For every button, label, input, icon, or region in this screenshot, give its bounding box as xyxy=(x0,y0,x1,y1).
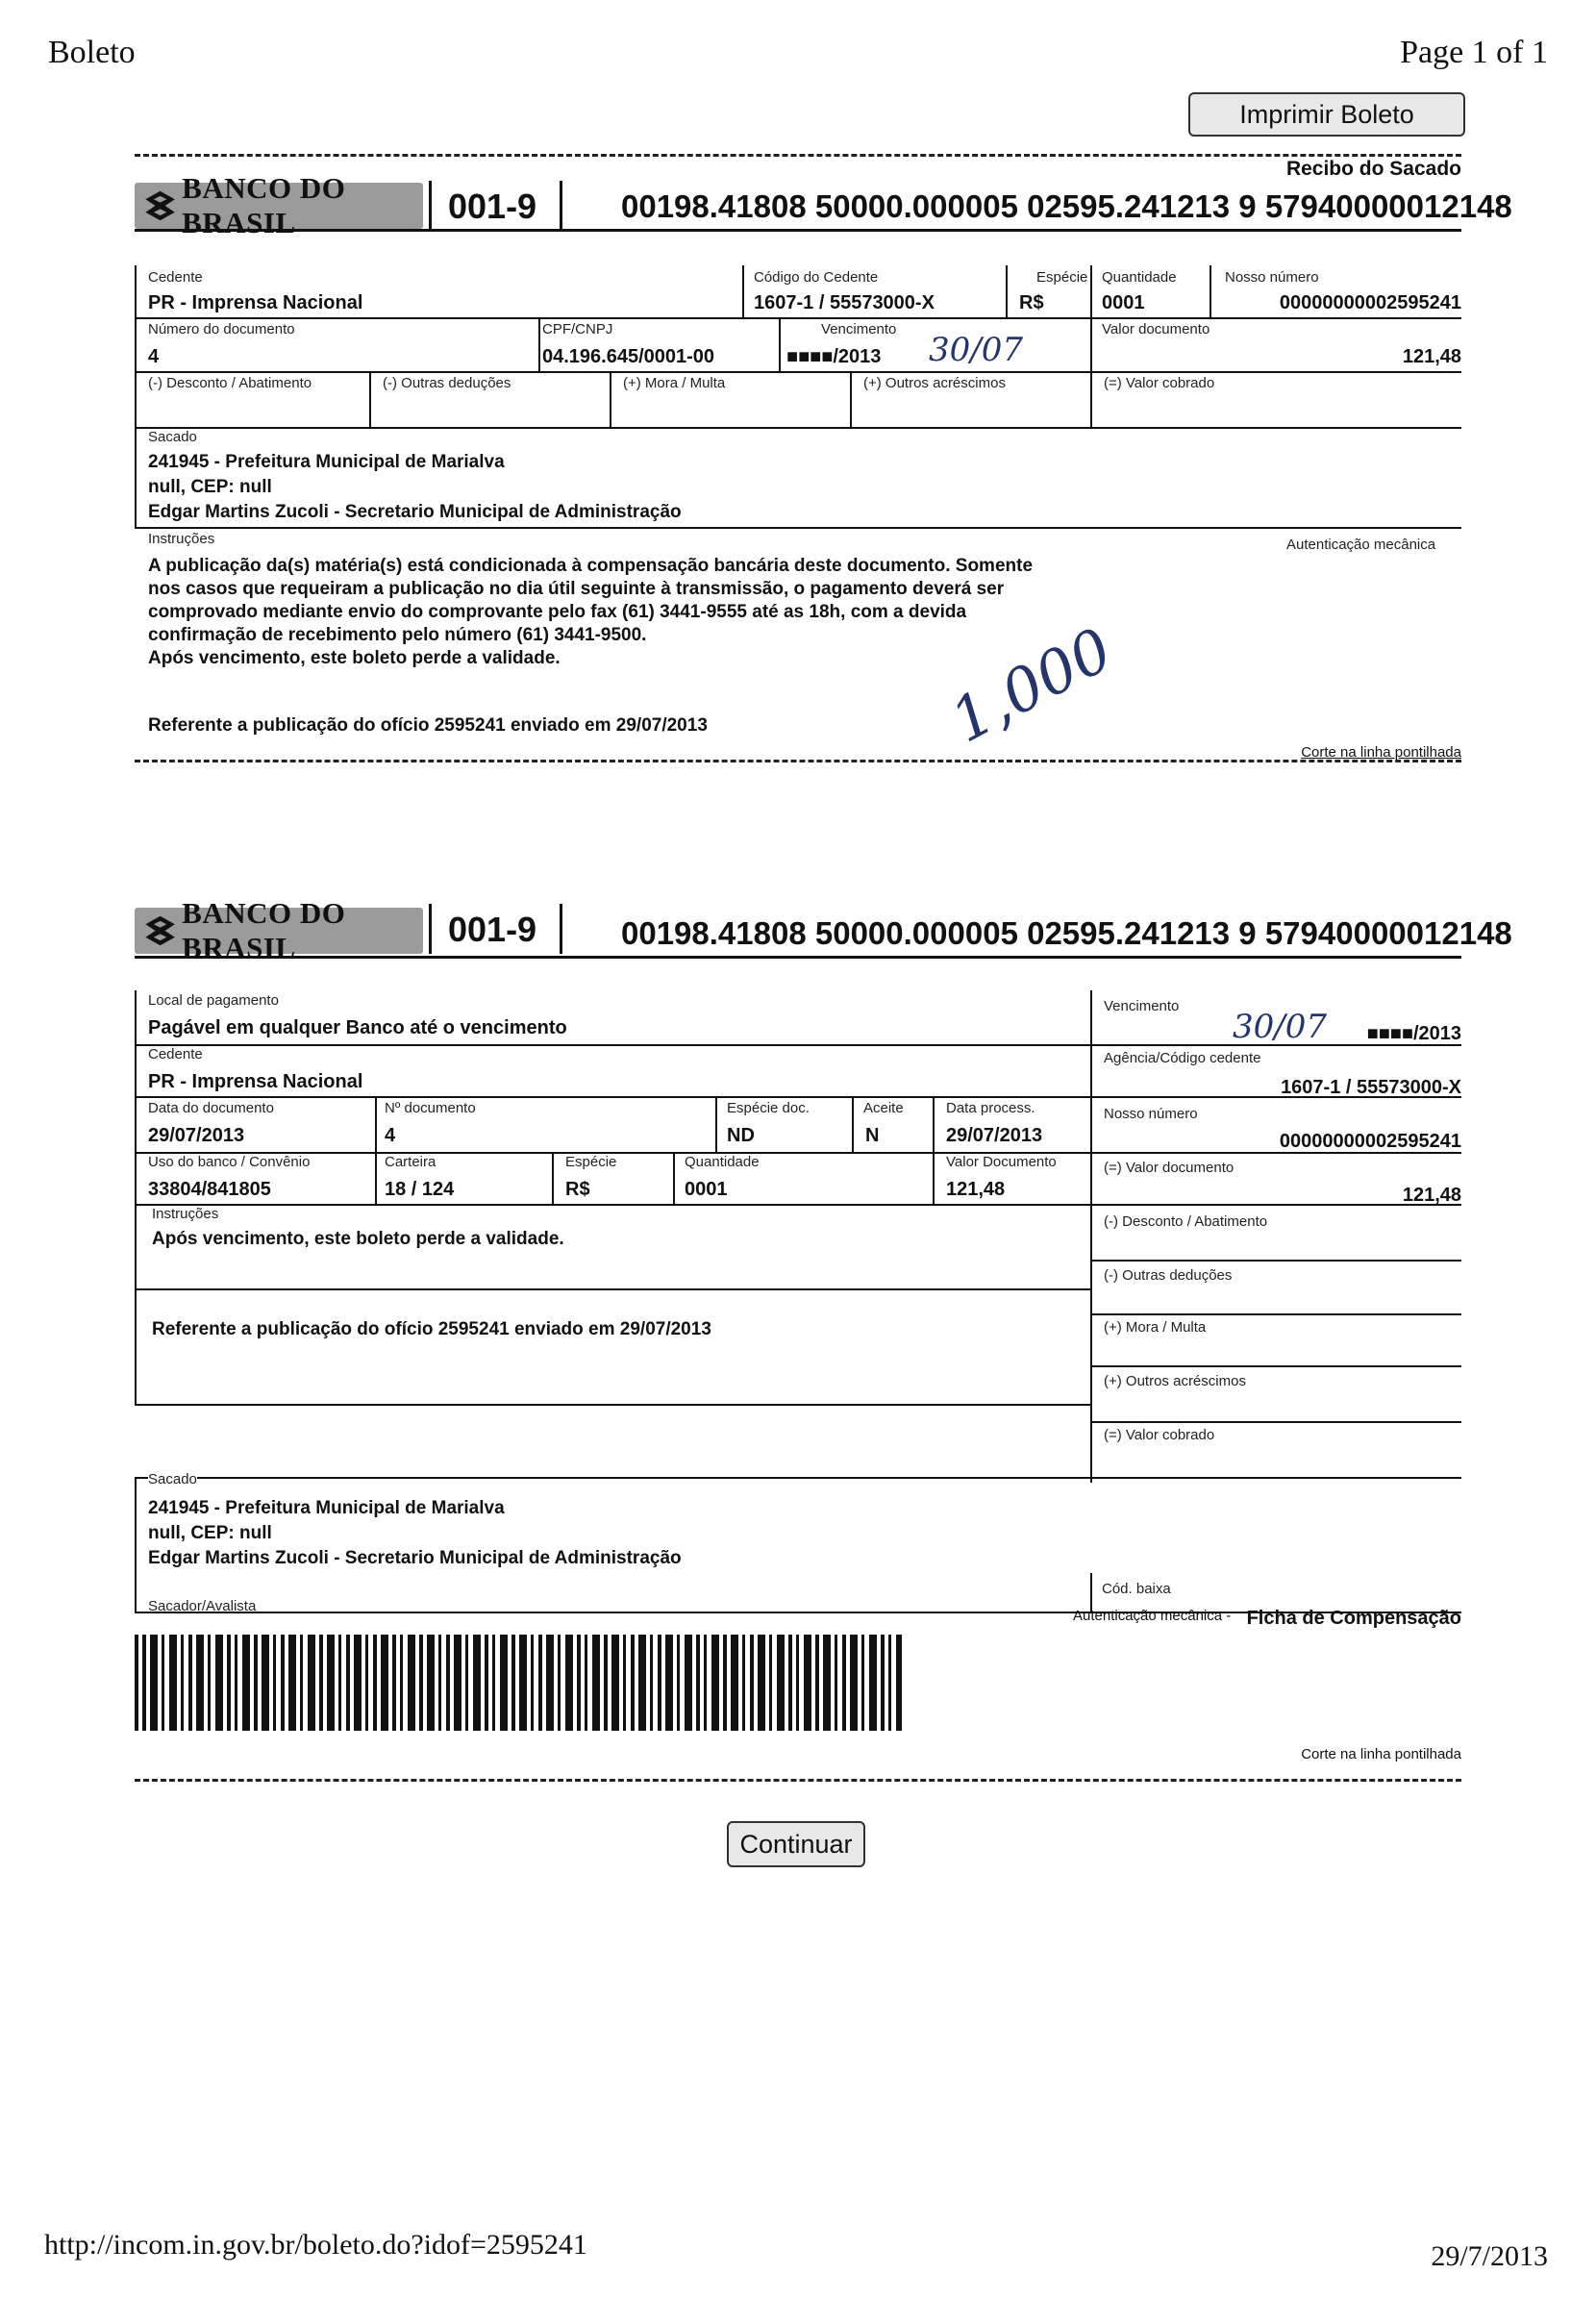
grid-line xyxy=(135,427,1461,429)
nosso-numero-value: 00000000002595241 xyxy=(1279,292,1461,313)
rule xyxy=(135,229,1461,232)
autenticacao-label: Autenticação mecânica - xyxy=(1073,1608,1232,1624)
cedente-label: Cedente xyxy=(148,269,203,286)
valor-cobrado-label: (=) Valor cobrado xyxy=(1104,1427,1215,1443)
corte-label: Corte na linha pontilhada xyxy=(1301,744,1461,761)
grid-line xyxy=(1006,265,1008,317)
especie-label: Espécie xyxy=(1036,269,1088,286)
outras-deducoes-label: (-) Outras deduções xyxy=(1104,1267,1233,1284)
valor-doc-right-label: (=) Valor documento xyxy=(1104,1160,1234,1176)
instrucao-line: comprovado mediante envio do comprovante pelo fax (61) 3441-9555 até as 18h, com a devida xyxy=(148,602,967,622)
sacado-line: 241945 - Prefeitura Municipal de Marialva xyxy=(148,452,505,472)
data-doc-label: Data do documento xyxy=(148,1100,274,1116)
numero-doc-label: Número do documento xyxy=(148,321,295,337)
vencimento-value: ■■■■/2013 xyxy=(786,346,882,367)
valor-doc-value: 121,48 xyxy=(1402,346,1461,367)
separator xyxy=(429,904,432,954)
bank-code: 001-9 xyxy=(448,910,537,949)
codigo-cedente-label: Código do Cedente xyxy=(754,269,879,286)
quantidade-label: Quantidade xyxy=(685,1154,760,1170)
outros-acrescimos-label: (+) Outros acréscimos xyxy=(1104,1373,1246,1389)
grid-line xyxy=(135,427,137,529)
data-process-value: 29/07/2013 xyxy=(946,1125,1043,1146)
grid-line xyxy=(933,1096,935,1204)
grid-line xyxy=(850,371,852,427)
grid-line xyxy=(375,1096,377,1204)
barcode xyxy=(135,1635,904,1731)
numero-doc-value: 4 xyxy=(148,346,160,367)
separator xyxy=(560,181,562,231)
quantidade-value: 0001 xyxy=(1102,292,1145,313)
especie-value: R$ xyxy=(1019,292,1044,313)
valor-doc-label: Valor Documento xyxy=(946,1154,1057,1170)
num-doc-label: Nº documento xyxy=(385,1100,476,1116)
data-doc-value: 29/07/2013 xyxy=(148,1125,245,1146)
mora-label: (+) Mora / Multa xyxy=(1104,1319,1207,1336)
rule xyxy=(135,956,1461,959)
desconto-label: (-) Desconto / Abatimento xyxy=(1104,1213,1268,1230)
especie-label: Espécie xyxy=(565,1154,617,1170)
instrucao-line: A publicação da(s) matéria(s) está condicionada à compensação bancária deste documento. Somente xyxy=(148,556,1034,576)
vencimento-value: ■■■■/2013 xyxy=(1366,1023,1461,1044)
instrucao-line: Após vencimento, este boleto perde a validade. xyxy=(152,1229,564,1249)
outras-deducoes-label: (-) Outras deduções xyxy=(383,375,511,391)
valor-doc-label: Valor documento xyxy=(1102,321,1210,337)
instrucoes-label: Instruções xyxy=(148,531,215,547)
referente-line: Referente a publicação do ofício 2595241 enviado em 29/07/2013 xyxy=(152,1319,711,1339)
cut-line-receipt xyxy=(135,760,1461,762)
ficha-title: Ficha de Compensação xyxy=(1246,1608,1461,1629)
continue-label: Continuar xyxy=(739,1829,853,1859)
grid-line xyxy=(779,317,781,371)
bank-name: BANCO DO BRASIL xyxy=(182,896,346,964)
print-boleto-button[interactable] xyxy=(1188,92,1465,137)
handwritten-date-bottom: 30/07 xyxy=(1233,1008,1327,1046)
especie-doc-value: ND xyxy=(727,1125,755,1146)
data-process-label: Data process. xyxy=(946,1100,1035,1116)
bank-logo xyxy=(135,171,423,239)
vencimento-label: Vencimento xyxy=(821,321,897,337)
cut-line-bottom xyxy=(135,1779,1461,1782)
separator xyxy=(429,181,432,231)
instrucao-line: confirmação de recebimento pelo número (61) 3441-9500. xyxy=(148,625,647,645)
sacado-line: 241945 - Prefeitura Municipal de Marialva xyxy=(148,1498,505,1518)
local-label: Local de pagamento xyxy=(148,992,279,1009)
digitable-line: 00198.41808 50000.000005 02595.241213 9 57940000012148 xyxy=(621,188,1512,224)
grid-line xyxy=(552,1152,554,1204)
grid-line xyxy=(135,1477,137,1612)
quantidade-label: Quantidade xyxy=(1102,269,1177,286)
grid-line xyxy=(135,1204,1090,1206)
instrucao-line: nos casos que requeiram a publicação no dia útil seguinte à transmissão, o pagamento deverá ser xyxy=(148,579,1005,599)
codigo-cedente-value: 1607-1 / 55573000-X xyxy=(754,292,935,313)
grid-line xyxy=(852,1096,854,1152)
cpf-label: CPF/CNPJ xyxy=(542,321,613,337)
referente-line: Referente a publicação do ofício 2595241 enviado em 29/07/2013 xyxy=(148,715,708,736)
grid-line xyxy=(135,265,137,427)
sacado-line: Edgar Martins Zucoli - Secretario Municipal de Administração xyxy=(148,502,682,522)
continue-button[interactable] xyxy=(727,1821,865,1867)
cpf-value: 04.196.645/0001-00 xyxy=(542,346,715,367)
valor-doc-right-value: 121,48 xyxy=(1402,1185,1461,1206)
aceite-label: Aceite xyxy=(863,1100,904,1116)
carteira-label: Carteira xyxy=(385,1154,436,1170)
especie-value: R$ xyxy=(565,1179,590,1200)
especie-doc-label: Espécie doc. xyxy=(727,1100,810,1116)
grid-line xyxy=(1209,265,1211,317)
grid-line xyxy=(135,371,1461,373)
grid-line xyxy=(1090,1313,1461,1315)
bank-logo-icon xyxy=(142,912,178,950)
grid-line xyxy=(673,1152,675,1204)
grid-line xyxy=(538,317,540,371)
grid-line xyxy=(135,990,137,1288)
grid-line xyxy=(135,1096,1090,1098)
handwritten-date-top: 30/07 xyxy=(929,331,1023,369)
cedente-label: Cedente xyxy=(148,1046,203,1062)
quantidade-value: 0001 xyxy=(685,1179,728,1200)
sacado-label: Sacado xyxy=(148,429,197,445)
handwritten-amount: 1,000 xyxy=(939,613,1124,757)
outros-acrescimos-label: (+) Outros acréscimos xyxy=(863,375,1006,391)
grid-line xyxy=(1090,1365,1461,1367)
sacador-label: Sacador/Avalista xyxy=(148,1598,257,1614)
uso-banco-value: 33804/841805 xyxy=(148,1179,271,1200)
num-doc-value: 4 xyxy=(385,1125,396,1146)
page-header-title: Boleto xyxy=(48,35,136,70)
cedente-value: PR - Imprensa Nacional xyxy=(148,1071,363,1092)
receipt-title: Recibo do Sacado xyxy=(1285,158,1461,180)
mora-label: (+) Mora / Multa xyxy=(623,375,726,391)
bank-name: BANCO DO BRASIL xyxy=(182,171,346,239)
sacado-line: null, CEP: null xyxy=(148,477,272,497)
valor-cobrado-label: (=) Valor cobrado xyxy=(1104,375,1215,391)
cedente-value: PR - Imprensa Nacional xyxy=(148,292,363,313)
nosso-numero-label: Nosso número xyxy=(1104,1106,1198,1122)
grid-line xyxy=(135,1288,137,1406)
cod-baixa-label: Cód. baixa xyxy=(1102,1581,1171,1597)
grid-line xyxy=(135,527,1461,529)
agencia-value: 1607-1 / 55573000-X xyxy=(1281,1077,1461,1098)
corte-label-2: Corte na linha pontilhada xyxy=(1301,1746,1461,1762)
agencia-label: Agência/Código cedente xyxy=(1104,1050,1261,1066)
grid-line xyxy=(135,317,1461,319)
aceite-value: N xyxy=(865,1125,880,1146)
grid-line xyxy=(1090,1573,1092,1612)
grid-line xyxy=(610,371,611,427)
footer-date: 29/7/2013 xyxy=(1431,2240,1548,2272)
local-value: Pagável em qualquer Banco até o vencimento xyxy=(148,1017,567,1038)
separator xyxy=(560,904,562,954)
bank-logo-2 xyxy=(135,896,423,964)
nosso-numero-label: Nosso número xyxy=(1225,269,1319,286)
grid-line xyxy=(135,1404,1090,1406)
bank-code: 001-9 xyxy=(448,187,537,226)
grid-line xyxy=(715,1096,717,1152)
uso-banco-label: Uso do banco / Convênio xyxy=(148,1154,311,1170)
page-number: Page 1 of 1 xyxy=(1400,35,1548,70)
grid-line xyxy=(1090,265,1092,427)
sacado-label: Sacado xyxy=(148,1471,197,1487)
nosso-numero-value: 00000000002595241 xyxy=(1279,1131,1461,1152)
carteira-value: 18 / 124 xyxy=(385,1179,455,1200)
grid-line xyxy=(369,371,371,427)
grid-line xyxy=(1090,990,1092,1483)
sacado-line: null, CEP: null xyxy=(148,1523,272,1543)
bank-logo-icon xyxy=(142,187,178,225)
print-boleto-label: Imprimir Boleto xyxy=(1239,99,1414,129)
autenticacao-label: Autenticação mecânica xyxy=(1286,537,1436,553)
cut-line-top xyxy=(135,154,1461,157)
valor-doc-value: 121,48 xyxy=(946,1179,1006,1200)
digitable-line: 00198.41808 50000.000005 02595.241213 9 57940000012148 xyxy=(621,915,1512,951)
desconto-label: (-) Desconto / Abatimento xyxy=(148,375,312,391)
grid-line xyxy=(135,1288,1090,1290)
grid-line xyxy=(135,1477,1461,1479)
instrucao-line: Após vencimento, este boleto perde a validade. xyxy=(148,648,561,668)
grid-line xyxy=(1090,1421,1461,1423)
grid-line xyxy=(1090,1260,1461,1262)
vencimento-label: Vencimento xyxy=(1104,998,1180,1014)
footer-url[interactable]: http://incom.in.gov.br/boleto.do?idof=2595241 xyxy=(44,2229,587,2261)
instrucoes-label: Instruções xyxy=(152,1206,219,1222)
grid-line xyxy=(742,265,744,317)
sacado-line: Edgar Martins Zucoli - Secretario Municipal de Administração xyxy=(148,1548,682,1568)
grid-line xyxy=(135,1044,1090,1046)
